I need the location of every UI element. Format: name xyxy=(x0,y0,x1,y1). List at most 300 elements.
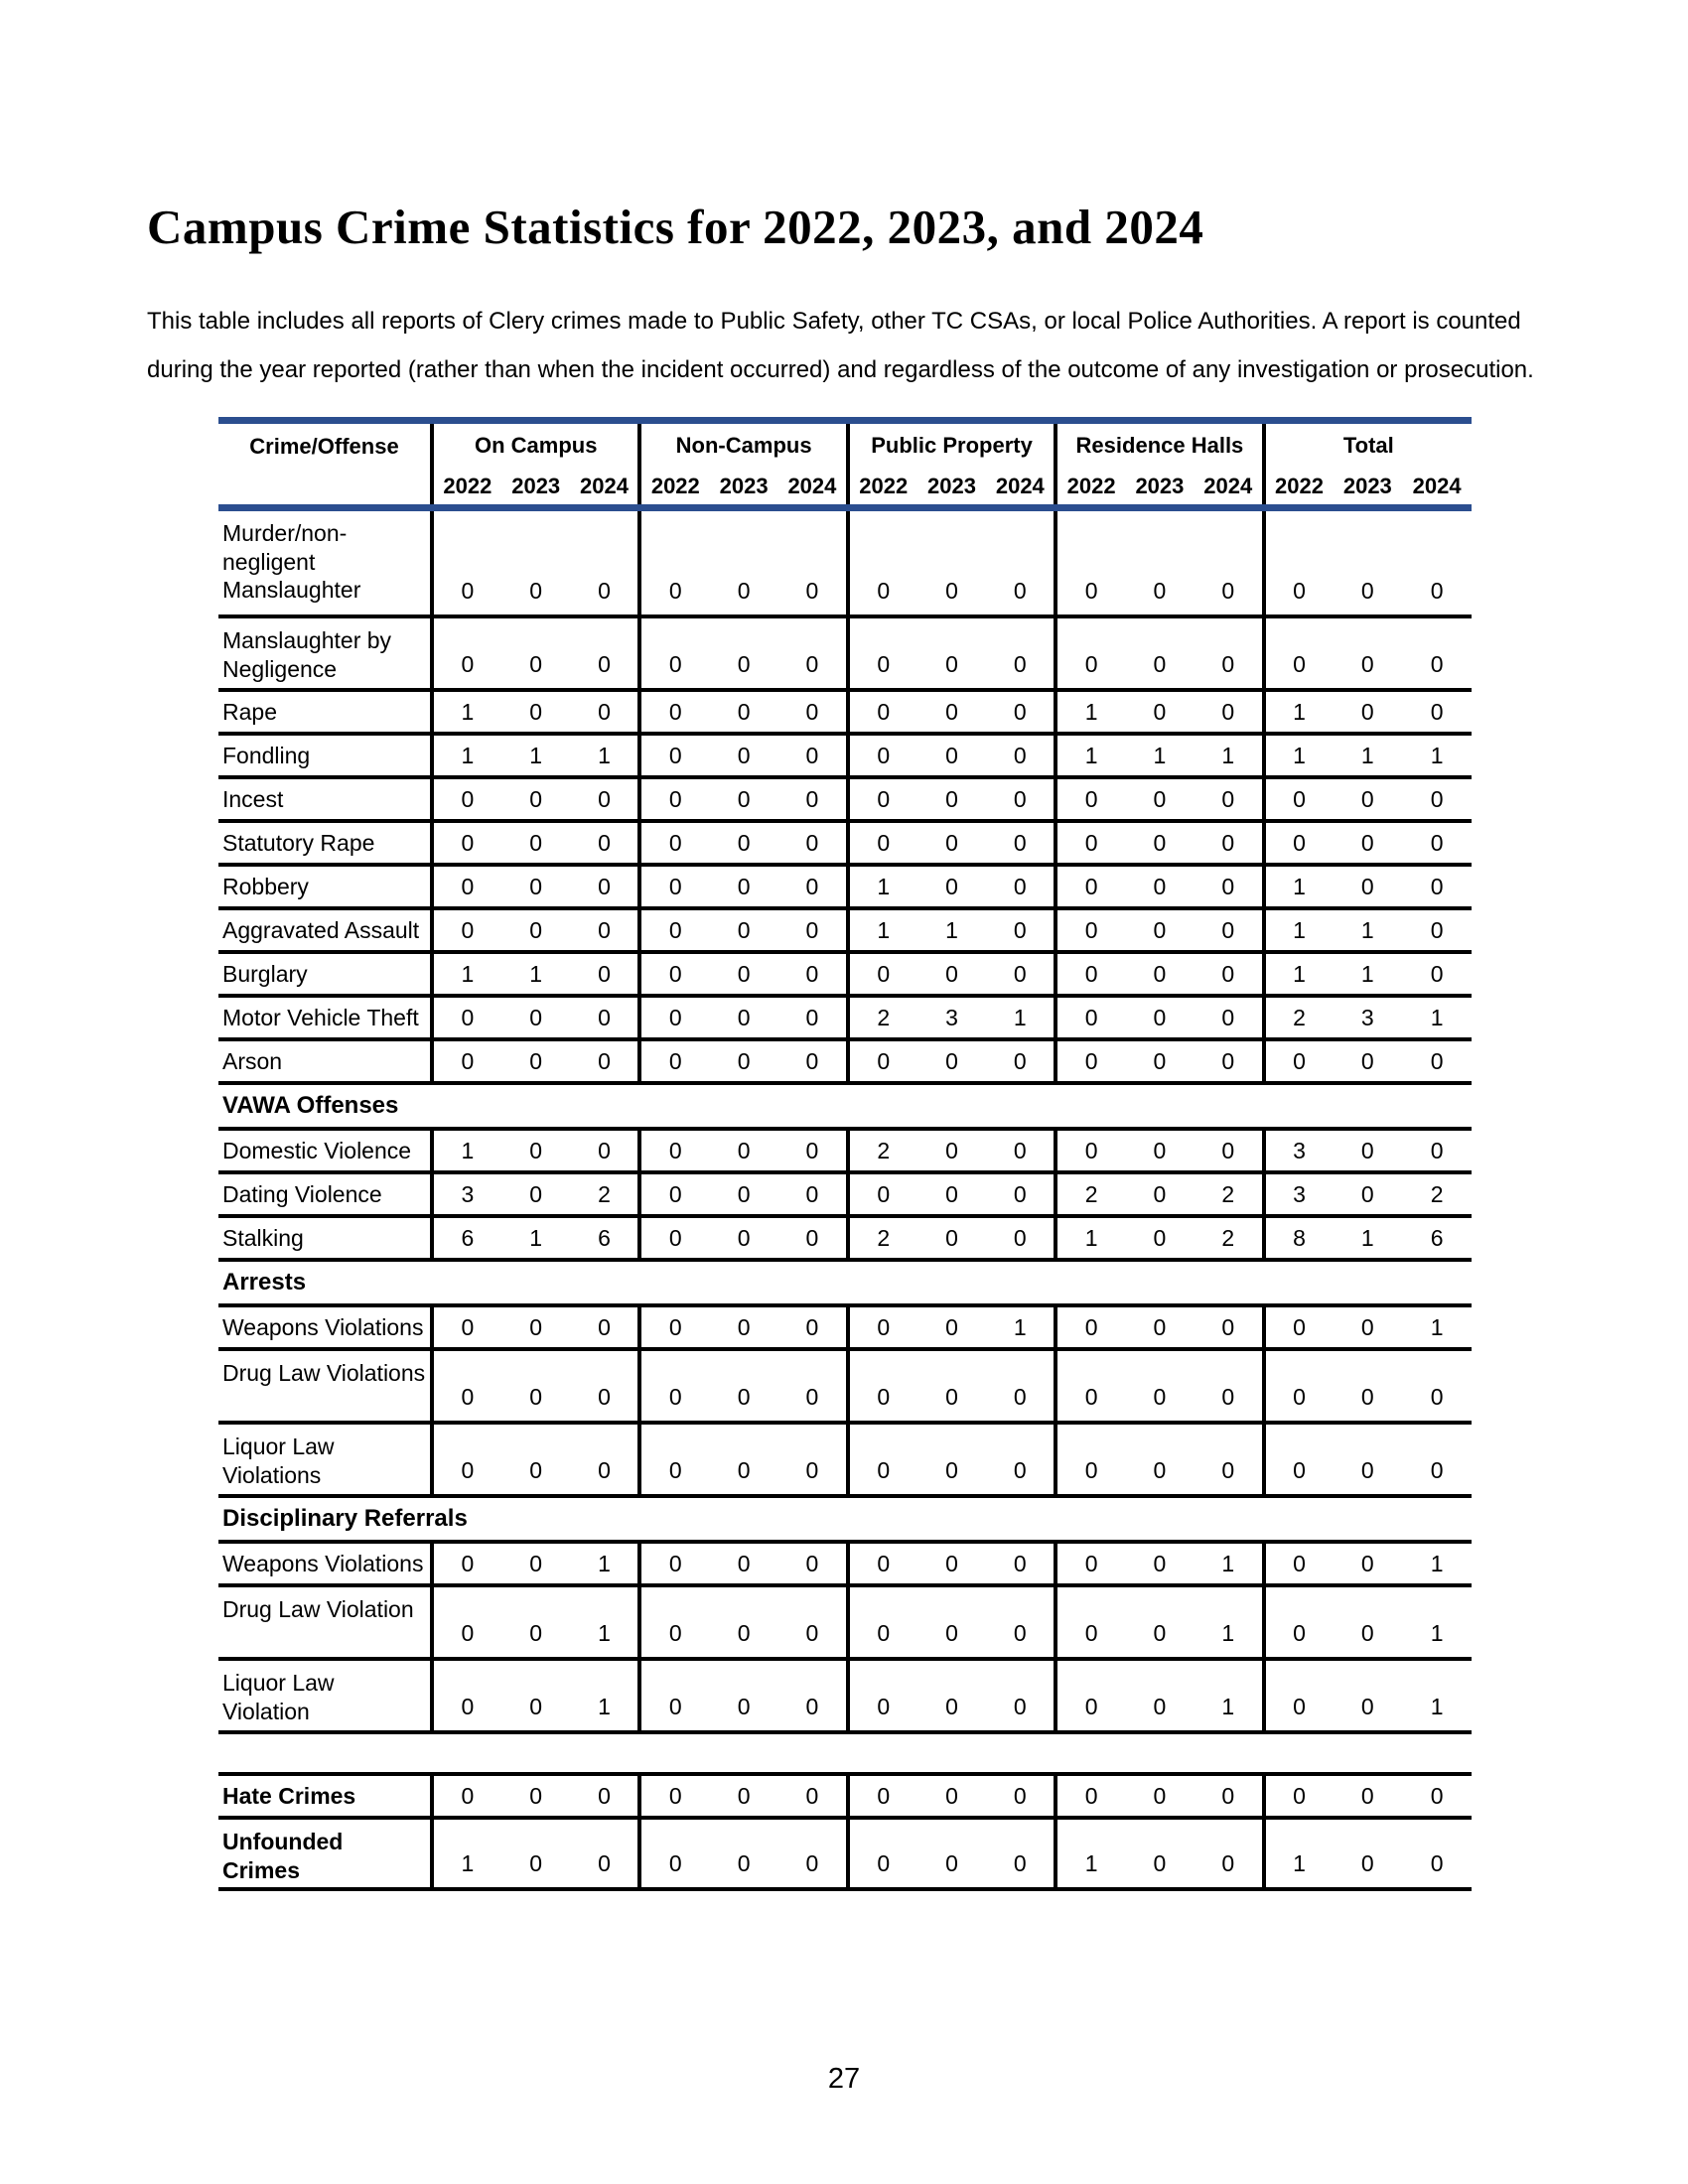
table-row xyxy=(218,1818,1472,1889)
value-cell: 0 xyxy=(639,1129,709,1172)
row-label: Murder/non-negligent Manslaughter xyxy=(218,507,432,616)
row-label: Rape xyxy=(218,690,432,734)
value-cell: 0 xyxy=(639,690,709,734)
section-label: VAWA Offenses xyxy=(218,1083,1472,1129)
value-cell: 0 xyxy=(778,821,848,865)
year-header: 2022 xyxy=(848,468,917,507)
value-cell: 0 xyxy=(1402,690,1472,734)
value-cell: 1 xyxy=(1195,1659,1264,1732)
table-row xyxy=(218,1659,1472,1732)
value-cell: 0 xyxy=(571,690,640,734)
year-header: 2022 xyxy=(432,468,501,507)
value-cell: 0 xyxy=(1402,821,1472,865)
value-cell: 0 xyxy=(1055,865,1125,908)
row-label: Manslaughter by Negligence xyxy=(218,616,432,690)
value-cell: 0 xyxy=(917,1172,987,1216)
value-cell: 0 xyxy=(501,1039,571,1083)
value-cell: 0 xyxy=(709,616,778,690)
value-cell: 0 xyxy=(1402,952,1472,996)
value-cell: 0 xyxy=(848,777,917,821)
value-cell: 0 xyxy=(1195,821,1264,865)
value-cell: 0 xyxy=(709,908,778,952)
value-cell: 0 xyxy=(639,952,709,996)
value-cell: 0 xyxy=(1125,952,1195,996)
value-cell: 0 xyxy=(917,734,987,777)
value-cell: 0 xyxy=(1125,1659,1195,1732)
value-cell: 0 xyxy=(709,1129,778,1172)
table-row xyxy=(218,1585,1472,1659)
value-cell: 0 xyxy=(917,1216,987,1260)
value-cell: 0 xyxy=(432,996,501,1039)
value-cell: 0 xyxy=(848,616,917,690)
value-cell: 0 xyxy=(432,1423,501,1496)
page-title: Campus Crime Statistics for 2022, 2023, and 2024 xyxy=(147,200,1204,254)
value-cell: 0 xyxy=(709,507,778,616)
value-cell: 1 xyxy=(1055,690,1125,734)
value-cell: 0 xyxy=(1333,1129,1402,1172)
value-cell: 0 xyxy=(848,1305,917,1349)
value-cell: 0 xyxy=(1333,507,1402,616)
value-cell: 0 xyxy=(778,1039,848,1083)
value-cell: 0 xyxy=(986,1774,1055,1818)
value-cell: 1 xyxy=(501,952,571,996)
value-cell: 0 xyxy=(778,616,848,690)
value-cell: 0 xyxy=(778,1129,848,1172)
value-cell: 0 xyxy=(986,1349,1055,1423)
value-cell: 1 xyxy=(1402,1305,1472,1349)
value-cell: 1 xyxy=(432,734,501,777)
value-cell: 0 xyxy=(778,1818,848,1889)
value-cell: 0 xyxy=(778,1542,848,1585)
value-cell: 0 xyxy=(917,1039,987,1083)
row-label: Motor Vehicle Theft xyxy=(218,996,432,1039)
value-cell: 0 xyxy=(709,952,778,996)
value-cell: 0 xyxy=(709,1818,778,1889)
value-cell: 0 xyxy=(501,1305,571,1349)
value-cell: 1 xyxy=(1264,690,1334,734)
value-cell: 0 xyxy=(1195,1305,1264,1349)
value-cell: 1 xyxy=(432,1818,501,1889)
value-cell: 0 xyxy=(432,777,501,821)
value-cell: 0 xyxy=(986,734,1055,777)
value-cell: 0 xyxy=(1195,690,1264,734)
value-cell: 3 xyxy=(1333,996,1402,1039)
value-cell: 0 xyxy=(778,690,848,734)
value-cell: 0 xyxy=(432,908,501,952)
value-cell: 0 xyxy=(639,616,709,690)
year-header: 2024 xyxy=(778,468,848,507)
value-cell: 0 xyxy=(1333,821,1402,865)
value-cell: 0 xyxy=(778,996,848,1039)
table-row xyxy=(218,1305,1472,1349)
value-cell: 0 xyxy=(1402,1129,1472,1172)
value-cell: 0 xyxy=(917,1349,987,1423)
value-cell: 0 xyxy=(986,1659,1055,1732)
section-header-row xyxy=(218,1496,1472,1542)
value-cell: 0 xyxy=(778,777,848,821)
value-cell: 0 xyxy=(848,1659,917,1732)
value-cell: 0 xyxy=(501,507,571,616)
row-label: Fondling xyxy=(218,734,432,777)
value-cell: 0 xyxy=(848,1818,917,1889)
value-cell: 1 xyxy=(1333,734,1402,777)
value-cell: 0 xyxy=(639,1659,709,1732)
value-cell: 0 xyxy=(1264,616,1334,690)
value-cell: 0 xyxy=(501,1818,571,1889)
value-cell: 1 xyxy=(432,952,501,996)
table-row xyxy=(218,1423,1472,1496)
value-cell: 2 xyxy=(1402,1172,1472,1216)
value-cell: 0 xyxy=(1195,1774,1264,1818)
value-cell: 0 xyxy=(571,616,640,690)
value-cell: 0 xyxy=(1125,1818,1195,1889)
value-cell: 0 xyxy=(1195,865,1264,908)
value-cell: 0 xyxy=(917,1423,987,1496)
value-cell: 0 xyxy=(1125,1585,1195,1659)
table-row xyxy=(218,690,1472,734)
value-cell: 2 xyxy=(1195,1172,1264,1216)
year-header: 2022 xyxy=(1264,468,1334,507)
value-cell: 0 xyxy=(778,952,848,996)
row-label: Stalking xyxy=(218,1216,432,1260)
value-cell: 0 xyxy=(917,1305,987,1349)
value-cell: 0 xyxy=(1333,1423,1402,1496)
value-cell: 0 xyxy=(1125,1216,1195,1260)
value-cell: 0 xyxy=(778,1216,848,1260)
value-cell: 0 xyxy=(1125,821,1195,865)
crime-statistics-table xyxy=(218,417,1472,1892)
table-row xyxy=(218,1172,1472,1216)
value-cell: 0 xyxy=(1055,1423,1125,1496)
value-cell: 1 xyxy=(1333,952,1402,996)
value-cell: 0 xyxy=(709,1216,778,1260)
value-cell: 1 xyxy=(1195,1585,1264,1659)
value-cell: 0 xyxy=(778,1774,848,1818)
value-cell: 0 xyxy=(986,952,1055,996)
value-cell: 0 xyxy=(848,821,917,865)
value-cell: 0 xyxy=(1195,996,1264,1039)
value-cell: 0 xyxy=(848,690,917,734)
value-cell: 0 xyxy=(986,1542,1055,1585)
value-cell: 0 xyxy=(709,996,778,1039)
table-row xyxy=(218,1129,1472,1172)
table-row xyxy=(218,908,1472,952)
value-cell: 0 xyxy=(1125,996,1195,1039)
value-cell: 0 xyxy=(1195,777,1264,821)
year-header: 2023 xyxy=(917,468,987,507)
crime-offense-header: Crime/Offense xyxy=(218,420,432,507)
value-cell: 0 xyxy=(986,1172,1055,1216)
value-cell: 0 xyxy=(848,1349,917,1423)
value-cell: 0 xyxy=(501,1774,571,1818)
value-cell: 0 xyxy=(501,777,571,821)
value-cell: 0 xyxy=(1264,1423,1334,1496)
spacer-row xyxy=(218,1732,1472,1774)
value-cell: 1 xyxy=(1402,1585,1472,1659)
value-cell: 0 xyxy=(1125,1172,1195,1216)
value-cell: 0 xyxy=(639,1818,709,1889)
row-label: Robbery xyxy=(218,865,432,908)
value-cell: 0 xyxy=(848,952,917,996)
value-cell: 0 xyxy=(571,1774,640,1818)
value-cell: 0 xyxy=(1055,616,1125,690)
value-cell: 0 xyxy=(1264,1585,1334,1659)
value-cell: 6 xyxy=(571,1216,640,1260)
value-cell: 0 xyxy=(639,1305,709,1349)
value-cell: 0 xyxy=(709,734,778,777)
row-label: Domestic Violence xyxy=(218,1129,432,1172)
value-cell: 0 xyxy=(1333,1585,1402,1659)
value-cell: 0 xyxy=(432,616,501,690)
value-cell: 1 xyxy=(1195,734,1264,777)
value-cell: 1 xyxy=(848,865,917,908)
value-cell: 1 xyxy=(571,734,640,777)
value-cell: 0 xyxy=(986,865,1055,908)
value-cell: 0 xyxy=(1055,1129,1125,1172)
value-cell: 0 xyxy=(1195,908,1264,952)
row-label: Weapons Violations xyxy=(218,1542,432,1585)
table-row xyxy=(218,1216,1472,1260)
row-label: Aggravated Assault xyxy=(218,908,432,952)
value-cell: 0 xyxy=(1264,1659,1334,1732)
value-cell: 0 xyxy=(1333,1305,1402,1349)
value-cell: 0 xyxy=(1264,821,1334,865)
table-row xyxy=(218,734,1472,777)
value-cell: 0 xyxy=(639,1039,709,1083)
value-cell: 0 xyxy=(1125,616,1195,690)
value-cell: 0 xyxy=(778,734,848,777)
table-row xyxy=(218,996,1472,1039)
value-cell: 1 xyxy=(1264,1818,1334,1889)
value-cell: 0 xyxy=(917,690,987,734)
year-header: 2023 xyxy=(709,468,778,507)
value-cell: 0 xyxy=(778,865,848,908)
value-cell: 0 xyxy=(1125,865,1195,908)
value-cell: 1 xyxy=(1264,952,1334,996)
value-cell: 0 xyxy=(917,616,987,690)
value-cell: 0 xyxy=(501,1349,571,1423)
value-cell: 0 xyxy=(432,821,501,865)
value-cell: 0 xyxy=(432,1039,501,1083)
value-cell: 0 xyxy=(917,1542,987,1585)
row-label: Drug Law Violations xyxy=(218,1349,432,1423)
value-cell: 1 xyxy=(432,690,501,734)
value-cell: 1 xyxy=(1402,1542,1472,1585)
value-cell: 0 xyxy=(848,1172,917,1216)
row-label: Dating Violence xyxy=(218,1172,432,1216)
value-cell: 0 xyxy=(1333,1039,1402,1083)
value-cell: 2 xyxy=(1195,1216,1264,1260)
value-cell: 0 xyxy=(986,1818,1055,1889)
value-cell: 0 xyxy=(709,1423,778,1496)
value-cell: 0 xyxy=(986,507,1055,616)
value-cell: 1 xyxy=(501,1216,571,1260)
value-cell: 0 xyxy=(432,1542,501,1585)
value-cell: 0 xyxy=(1195,1039,1264,1083)
value-cell: 0 xyxy=(778,1585,848,1659)
value-cell: 0 xyxy=(917,865,987,908)
value-cell: 0 xyxy=(1195,1423,1264,1496)
value-cell: 2 xyxy=(848,996,917,1039)
value-cell: 0 xyxy=(1055,1585,1125,1659)
value-cell: 0 xyxy=(432,1349,501,1423)
value-cell: 0 xyxy=(778,1423,848,1496)
value-cell: 0 xyxy=(986,821,1055,865)
value-cell: 0 xyxy=(1055,1349,1125,1423)
value-cell: 0 xyxy=(917,1659,987,1732)
value-cell: 0 xyxy=(1333,690,1402,734)
value-cell: 0 xyxy=(917,952,987,996)
table-row xyxy=(218,507,1472,616)
row-label: Weapons Violations xyxy=(218,1305,432,1349)
value-cell: 0 xyxy=(986,690,1055,734)
value-cell: 0 xyxy=(709,690,778,734)
value-cell: 0 xyxy=(986,1423,1055,1496)
value-cell: 0 xyxy=(501,1172,571,1216)
value-cell: 0 xyxy=(501,616,571,690)
value-cell: 0 xyxy=(432,1659,501,1732)
page-number: 27 xyxy=(827,2063,861,2095)
value-cell: 0 xyxy=(1402,777,1472,821)
value-cell: 0 xyxy=(848,1423,917,1496)
value-cell: 0 xyxy=(848,734,917,777)
value-cell: 0 xyxy=(571,821,640,865)
value-cell: 0 xyxy=(432,865,501,908)
value-cell: 1 xyxy=(1402,996,1472,1039)
value-cell: 0 xyxy=(917,1585,987,1659)
value-cell: 0 xyxy=(1402,865,1472,908)
year-header: 2023 xyxy=(501,468,571,507)
section-label: Disciplinary Referrals xyxy=(218,1496,1472,1542)
group-header-total: Total xyxy=(1264,420,1472,468)
value-cell: 0 xyxy=(1125,1542,1195,1585)
value-cell: 2 xyxy=(848,1129,917,1172)
value-cell: 0 xyxy=(1055,1542,1125,1585)
group-header-public-property: Public Property xyxy=(848,420,1055,468)
value-cell: 0 xyxy=(1402,908,1472,952)
value-cell: 0 xyxy=(1055,1039,1125,1083)
value-cell: 0 xyxy=(501,1542,571,1585)
value-cell: 1 xyxy=(1055,1818,1125,1889)
row-label: Drug Law Violation xyxy=(218,1585,432,1659)
value-cell: 0 xyxy=(639,507,709,616)
value-cell: 0 xyxy=(1195,1129,1264,1172)
value-cell: 0 xyxy=(432,507,501,616)
value-cell: 0 xyxy=(1195,952,1264,996)
value-cell: 0 xyxy=(639,865,709,908)
year-header: 2022 xyxy=(639,468,709,507)
value-cell: 0 xyxy=(639,1774,709,1818)
value-cell: 0 xyxy=(1055,507,1125,616)
spacer-cell xyxy=(218,1732,1472,1774)
value-cell: 0 xyxy=(848,1039,917,1083)
section-label: Arrests xyxy=(218,1260,1472,1305)
value-cell: 0 xyxy=(571,952,640,996)
value-cell: 0 xyxy=(709,1774,778,1818)
value-cell: 0 xyxy=(1402,1774,1472,1818)
value-cell: 0 xyxy=(1333,1818,1402,1889)
value-cell: 0 xyxy=(571,1305,640,1349)
year-header: 2024 xyxy=(1195,468,1264,507)
value-cell: 0 xyxy=(1055,777,1125,821)
value-cell: 0 xyxy=(1125,908,1195,952)
value-cell: 0 xyxy=(1264,1039,1334,1083)
value-cell: 0 xyxy=(778,1659,848,1732)
value-cell: 0 xyxy=(1402,616,1472,690)
value-cell: 0 xyxy=(709,1172,778,1216)
value-cell: 0 xyxy=(848,1774,917,1818)
year-header: 2023 xyxy=(1333,468,1402,507)
value-cell: 8 xyxy=(1264,1216,1334,1260)
value-cell: 0 xyxy=(709,1659,778,1732)
year-header: 2023 xyxy=(1125,468,1195,507)
value-cell: 0 xyxy=(778,1349,848,1423)
value-cell: 0 xyxy=(639,908,709,952)
value-cell: 0 xyxy=(501,821,571,865)
value-cell: 0 xyxy=(1333,1659,1402,1732)
value-cell: 0 xyxy=(709,1305,778,1349)
value-cell: 0 xyxy=(501,1585,571,1659)
row-label: Liquor Law Violation xyxy=(218,1659,432,1732)
value-cell: 0 xyxy=(986,1216,1055,1260)
value-cell: 1 xyxy=(1333,908,1402,952)
value-cell: 0 xyxy=(501,1659,571,1732)
value-cell: 0 xyxy=(1055,821,1125,865)
value-cell: 0 xyxy=(1264,507,1334,616)
value-cell: 0 xyxy=(639,734,709,777)
value-cell: 0 xyxy=(571,996,640,1039)
value-cell: 0 xyxy=(1125,1774,1195,1818)
value-cell: 0 xyxy=(986,1129,1055,1172)
value-cell: 1 xyxy=(1402,1659,1472,1732)
value-cell: 0 xyxy=(639,1349,709,1423)
row-label: Liquor Law Violations xyxy=(218,1423,432,1496)
group-header-on-campus: On Campus xyxy=(432,420,639,468)
value-cell: 0 xyxy=(571,865,640,908)
value-cell: 0 xyxy=(1125,777,1195,821)
intro-paragraph: This table includes all reports of Clery crimes made to Public Safety, other TC CSAs, or local Police Authorities. A report is counted during the year reported (rather than when the incident occurred) and regardless of the outcome of any investigation or prosecution. xyxy=(147,308,1534,384)
row-label: Incest xyxy=(218,777,432,821)
value-cell: 0 xyxy=(1264,1349,1334,1423)
value-cell: 0 xyxy=(986,616,1055,690)
value-cell: 0 xyxy=(709,1585,778,1659)
value-cell: 0 xyxy=(1125,1305,1195,1349)
table-row xyxy=(218,1774,1472,1818)
group-header-non-campus: Non-Campus xyxy=(639,420,847,468)
value-cell: 0 xyxy=(501,996,571,1039)
value-cell: 0 xyxy=(986,777,1055,821)
value-cell: 0 xyxy=(639,996,709,1039)
value-cell: 0 xyxy=(1333,865,1402,908)
value-cell: 0 xyxy=(778,1305,848,1349)
value-cell: 0 xyxy=(432,1774,501,1818)
value-cell: 0 xyxy=(571,1349,640,1423)
table-row xyxy=(218,1349,1472,1423)
row-label: Statutory Rape xyxy=(218,821,432,865)
value-cell: 0 xyxy=(639,1172,709,1216)
value-cell: 0 xyxy=(709,865,778,908)
value-cell: 0 xyxy=(571,908,640,952)
value-cell: 0 xyxy=(1195,616,1264,690)
value-cell: 0 xyxy=(1264,777,1334,821)
year-header: 2024 xyxy=(1402,468,1472,507)
table-row xyxy=(218,821,1472,865)
value-cell: 0 xyxy=(1195,507,1264,616)
section-header-row xyxy=(218,1083,1472,1129)
value-cell: 0 xyxy=(917,777,987,821)
value-cell: 0 xyxy=(1055,952,1125,996)
value-cell: 0 xyxy=(917,507,987,616)
